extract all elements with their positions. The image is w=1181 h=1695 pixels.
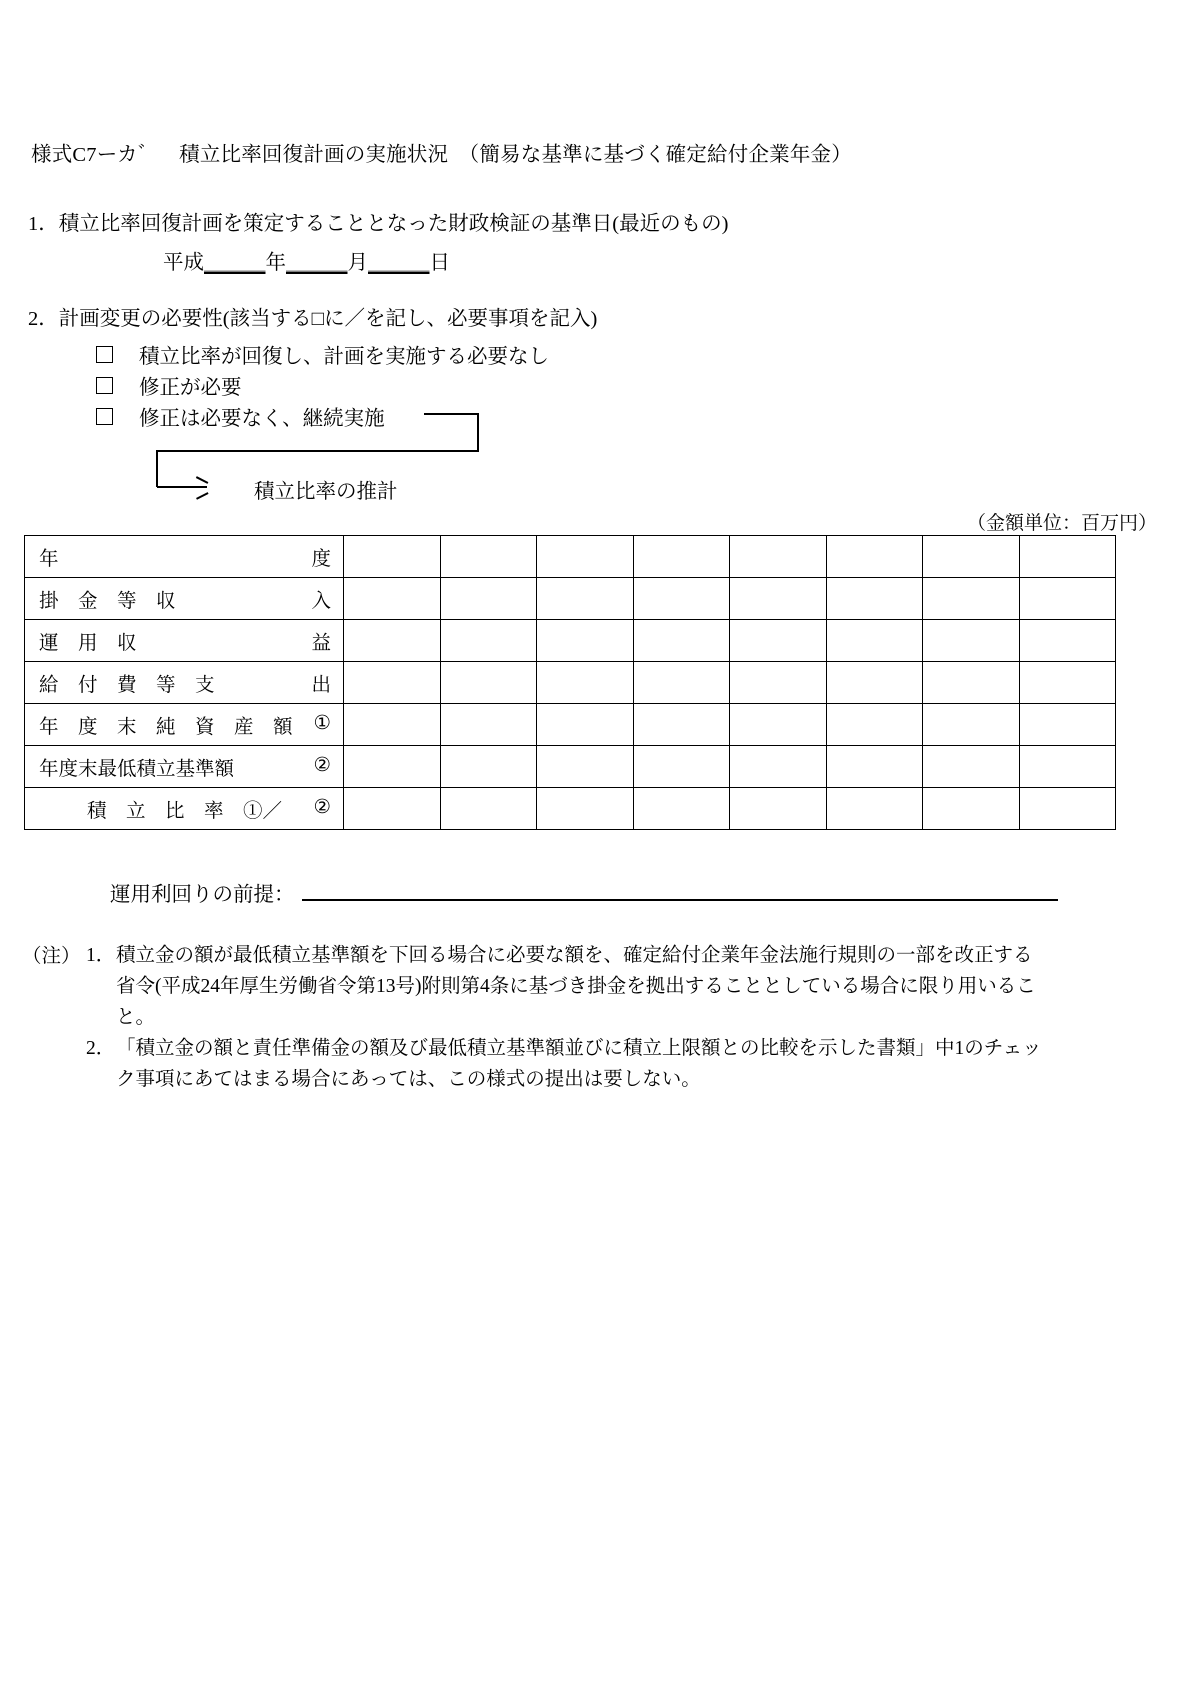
- note-number: 2．: [86, 1038, 116, 1059]
- table-cell[interactable]: [537, 788, 634, 830]
- table-cell[interactable]: [826, 662, 923, 704]
- table-row: [25, 536, 1116, 578]
- table-cell[interactable]: [344, 746, 441, 788]
- row-label-investment-return: [25, 620, 344, 662]
- note-item-1: [86, 940, 1149, 1033]
- table-cell[interactable]: [1019, 536, 1116, 578]
- table-cell[interactable]: [923, 536, 1020, 578]
- date-era-label: 平成: [163, 252, 204, 274]
- table-row: [25, 746, 1116, 788]
- table-cell[interactable]: [730, 620, 827, 662]
- connector-line-top: [424, 413, 479, 415]
- row-label-start: 積 立 比 率 ①／: [87, 800, 283, 822]
- table-cell[interactable]: [826, 536, 923, 578]
- connector-line-right: [477, 413, 479, 451]
- date-day-label: 日: [429, 252, 450, 274]
- table-cell[interactable]: [633, 746, 730, 788]
- funding-ratio-estimate-table: [24, 535, 1116, 830]
- table-cell[interactable]: [440, 578, 537, 620]
- row-label-start: 給 付 費 等 支: [39, 674, 215, 696]
- table-cell[interactable]: [440, 788, 537, 830]
- return-assumption-input[interactable]: [302, 899, 1058, 901]
- table-cell[interactable]: [826, 788, 923, 830]
- arrow-shaft: [157, 486, 207, 488]
- table-row: [25, 662, 1116, 704]
- table-cell[interactable]: [440, 746, 537, 788]
- checkbox-icon[interactable]: [96, 408, 113, 425]
- row-label-year-end-net-assets: [25, 704, 344, 746]
- table-cell[interactable]: [344, 536, 441, 578]
- table-cell[interactable]: [730, 578, 827, 620]
- table-cell[interactable]: [730, 536, 827, 578]
- note-line: 省令(平成24年厚生労働省令第13号)附則第4条に基づき掛金を拠出することとしている場合に限り用いるこ: [116, 976, 1036, 997]
- checkbox-icon[interactable]: [96, 346, 113, 363]
- row-label-end: 度: [311, 548, 331, 570]
- note-number: 1．: [86, 945, 116, 966]
- row-label-end: ②: [313, 754, 331, 776]
- note-body: [116, 1033, 1149, 1095]
- row-label-end: ①: [313, 712, 331, 734]
- table-row: [25, 620, 1116, 662]
- table-cell[interactable]: [730, 746, 827, 788]
- table-cell[interactable]: [344, 662, 441, 704]
- table-cell[interactable]: [537, 578, 634, 620]
- table-cell[interactable]: [923, 578, 1020, 620]
- notes-marker: （注）: [22, 946, 81, 967]
- table-cell[interactable]: [344, 578, 441, 620]
- row-label-start: 年度末最低積立基準額: [39, 758, 235, 780]
- table-cell[interactable]: [633, 788, 730, 830]
- table-cell[interactable]: [537, 536, 634, 578]
- row-label-end: 出: [311, 674, 331, 696]
- row-label-funding-ratio: [25, 788, 344, 830]
- table-cell[interactable]: [633, 662, 730, 704]
- date-day-blank[interactable]: ＿＿＿: [368, 252, 430, 274]
- table-cell[interactable]: [633, 620, 730, 662]
- table-cell[interactable]: [344, 620, 441, 662]
- table-cell[interactable]: [826, 620, 923, 662]
- table-cell[interactable]: [1019, 578, 1116, 620]
- note-line: 積立金の額が最低積立基準額を下回る場合に必要な額を、確定給付企業年金法施行規則の一部を改正する: [116, 945, 1033, 966]
- connector-line-bottom: [156, 450, 479, 452]
- row-label-end: ②: [313, 796, 331, 818]
- checkbox-row-revision-needed[interactable]: [96, 370, 242, 400]
- row-label-fiscal-year: [25, 536, 344, 578]
- table-row: [25, 788, 1116, 830]
- table-row: [25, 578, 1116, 620]
- table-cell[interactable]: [1019, 704, 1116, 746]
- table-cell[interactable]: [923, 704, 1020, 746]
- table-cell[interactable]: [1019, 662, 1116, 704]
- table-cell[interactable]: [923, 620, 1020, 662]
- table-cell[interactable]: [537, 746, 634, 788]
- note-line: 「積立金の額と責任準備金の額及び最低積立基準額並びに積立上限額との比較を示した書類」中1のチェッ: [116, 1038, 1042, 1059]
- table-cell[interactable]: [537, 662, 634, 704]
- note-line: と。: [116, 1007, 156, 1028]
- table-cell[interactable]: [440, 536, 537, 578]
- table-cell[interactable]: [344, 788, 441, 830]
- row-label-contribution-income: [25, 578, 344, 620]
- table-cell[interactable]: [440, 704, 537, 746]
- note-body: [116, 940, 1149, 1033]
- note-line: ク事項にあてはまる場合にあっては、この様式の提出は要しない。: [116, 1069, 701, 1090]
- row-label-end: 益: [311, 632, 331, 654]
- page-title: 様式C7ーカ゛ 積立比率回復計画の実施状況 （簡易な基準に基づく確定給付企業年金）: [31, 144, 852, 166]
- table-cell[interactable]: [440, 662, 537, 704]
- table-cell[interactable]: [633, 704, 730, 746]
- table-cell[interactable]: [1019, 788, 1116, 830]
- table-cell[interactable]: [633, 578, 730, 620]
- date-month-label: 月: [347, 252, 368, 274]
- checkbox-icon[interactable]: [96, 377, 113, 394]
- checkbox-label: 修正が必要: [139, 377, 242, 399]
- table-cell[interactable]: [440, 620, 537, 662]
- table-cell[interactable]: [826, 746, 923, 788]
- table-cell[interactable]: [1019, 620, 1116, 662]
- checkbox-label: 積立比率が回復し、計画を実施する必要なし: [139, 346, 549, 368]
- table-cell[interactable]: [923, 788, 1020, 830]
- checkbox-row-ratio-recovered[interactable]: [96, 339, 549, 369]
- row-label-end: 入: [311, 590, 331, 612]
- arrow-head-lower: [196, 492, 208, 499]
- table-cell[interactable]: [923, 662, 1020, 704]
- table-cell[interactable]: [730, 704, 827, 746]
- table-row: [25, 704, 1116, 746]
- table-cell[interactable]: [537, 620, 634, 662]
- return-assumption-label: 運用利回りの前提：: [110, 884, 295, 906]
- row-label-benefit-expenditure: [25, 662, 344, 704]
- table-cell[interactable]: [730, 662, 827, 704]
- note-item-2: [86, 1033, 1149, 1095]
- row-label-start: 掛 金 等 収: [39, 590, 176, 612]
- checkbox-row-continue-without-revision[interactable]: [96, 401, 385, 431]
- row-label-start: 年 度 末 純 資 産 額: [39, 716, 293, 738]
- row-label-start: 年: [39, 548, 59, 570]
- date-month-blank[interactable]: ＿＿＿: [286, 252, 348, 274]
- table-cell[interactable]: [1019, 746, 1116, 788]
- table-cell[interactable]: [633, 536, 730, 578]
- table-cell[interactable]: [826, 578, 923, 620]
- table-unit-note: （金額単位：百万円）: [966, 513, 1157, 534]
- date-year-label: 年: [265, 252, 286, 274]
- section-1-heading: 1．積立比率回復計画を策定することとなった財政検証の基準日(最近のもの): [28, 213, 729, 235]
- section-1-date-line: [163, 245, 450, 275]
- connector-label: 積立比率の推計: [254, 481, 398, 503]
- table-cell[interactable]: [537, 704, 634, 746]
- arrow-right-icon: [157, 476, 217, 498]
- table-cell[interactable]: [344, 704, 441, 746]
- checkbox-label: 修正は必要なく、継続実施: [139, 408, 385, 430]
- table-cell[interactable]: [923, 746, 1020, 788]
- row-label-year-end-minimum-funding-standard: [25, 746, 344, 788]
- table-cell[interactable]: [730, 788, 827, 830]
- row-label-start: 運 用 収: [39, 632, 137, 654]
- date-year-blank[interactable]: ＿＿＿: [204, 252, 266, 274]
- section-2-heading: 2．計画変更の必要性(該当する□に／を記し、必要事項を記入): [28, 308, 598, 330]
- table-cell[interactable]: [826, 704, 923, 746]
- arrow-head-upper: [196, 476, 208, 483]
